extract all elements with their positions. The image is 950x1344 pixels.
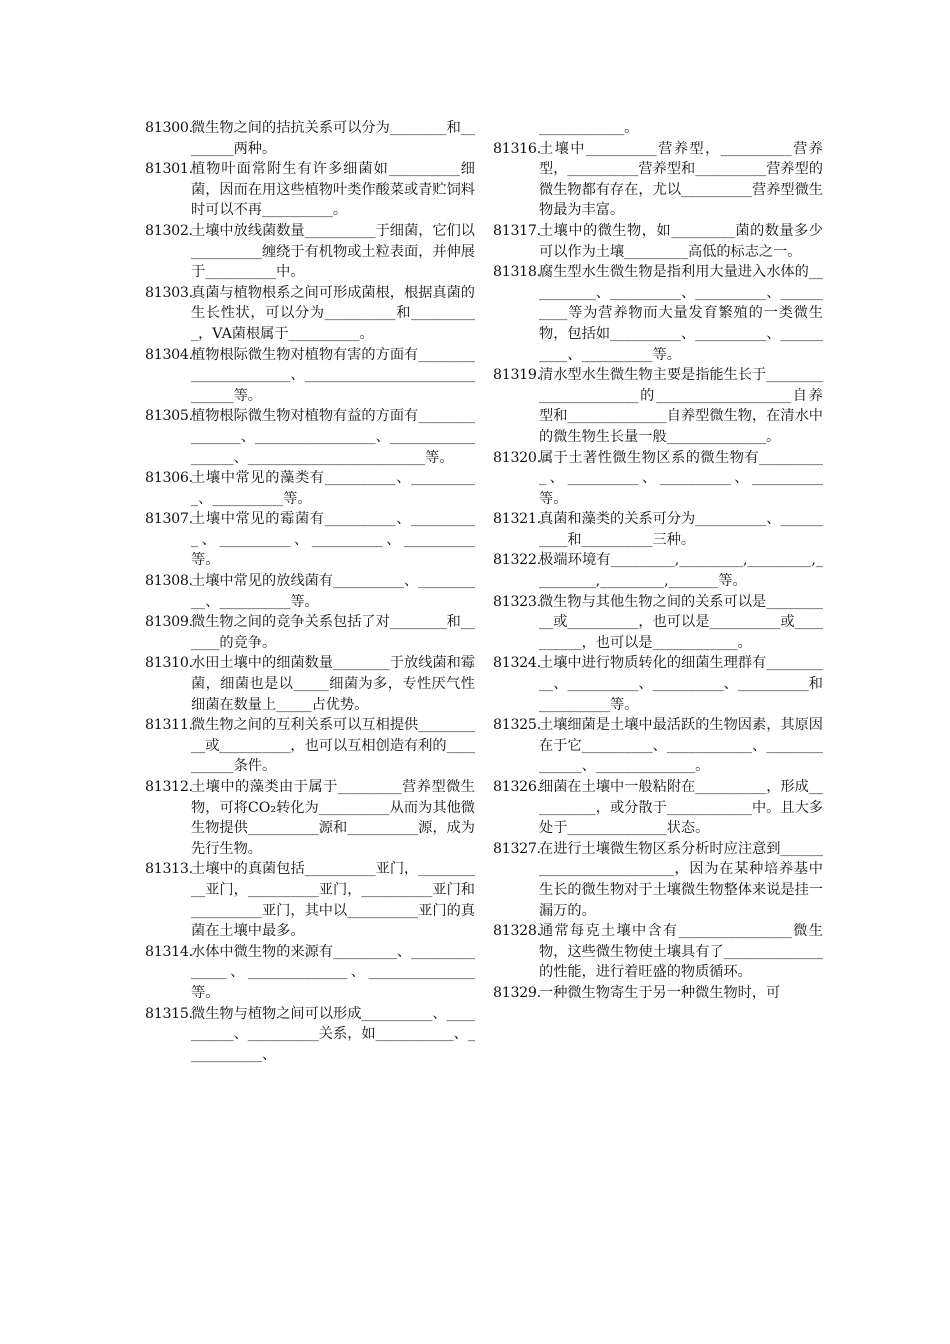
question-item — [493, 550, 823, 591]
question-item — [145, 406, 475, 468]
question-item — [493, 983, 823, 1004]
question-number: 81310. — [145, 655, 193, 672]
question-text: 植物叶面常附生有许多细菌如__________细菌，因而在用这些植物叶类作酸菜或青贮饲料时可以不再__________。 — [191, 161, 475, 219]
question-number: 81321. — [493, 511, 541, 528]
question-text: 土壤细菌是土壤中最活跃的生物因素，其原因在于它__________、____________、______________、______________。 — [539, 717, 823, 775]
question-item — [145, 345, 475, 407]
question-item — [493, 448, 823, 510]
question-item — [493, 715, 823, 777]
question-number: 81327. — [493, 840, 541, 857]
question-number: 81304. — [145, 346, 193, 363]
question-item — [145, 509, 475, 571]
question-item — [145, 859, 475, 941]
question-text: 土壤中的微生物，如_________菌的数量多少可以作为土壤_________高低的标志之一。 — [539, 222, 823, 260]
question-number: 81314. — [145, 943, 193, 960]
question-number: 81311. — [145, 717, 193, 734]
question-text: 真菌与植物根系之间可形成菌根，根据真菌的生长性状，可以分为__________和__________，VA菌根属于__________。 — [191, 284, 475, 342]
question-text: 土壤中常见的霉菌有__________、__________、__________、__________、__________等。 — [191, 511, 475, 569]
question-number: 81313. — [145, 861, 193, 878]
question-number: 81319. — [493, 367, 541, 384]
question-number: 81308. — [145, 573, 193, 590]
question-item — [493, 921, 823, 983]
question-text: 极端环境有_________,_________,_________,_________,_________,_______等。 — [539, 552, 823, 590]
question-item — [493, 509, 823, 550]
question-number: 81316. — [493, 140, 541, 157]
question-item — [145, 1004, 475, 1066]
question-text: 通常每克土壤中含有________________微生物，这些微生物使土壤具有了______________的性能，进行着旺盛的物质循环。 — [539, 923, 823, 981]
question-item — [493, 262, 823, 365]
question-number: 81320. — [493, 449, 541, 466]
question-number: 81300. — [145, 120, 193, 136]
question-number: 81318. — [493, 264, 541, 281]
question-number: 81323. — [493, 593, 541, 610]
question-item — [493, 221, 823, 262]
question-text: 属于土著性微生物区系的微生物有__________、__________、__________、__________等。 — [539, 449, 823, 507]
question-number: 81324. — [493, 655, 541, 672]
question-number: 81315. — [145, 1005, 193, 1022]
question-item — [493, 365, 823, 447]
question-item — [145, 468, 475, 509]
question-text: 土壤中的真菌包括__________亚门，__________亚门，__________亚门，__________亚门和__________亚门，其中以__________亚门的真菌在土壤中最多。 — [191, 861, 475, 940]
question-text: 土壤中常见的藻类有__________、__________、__________等。 — [191, 470, 475, 507]
question-number: 81312. — [145, 779, 193, 795]
question-item — [145, 612, 475, 653]
question-item — [145, 221, 475, 283]
question-text: 一种微生物寄生于另一种微生物时，可 — [539, 984, 781, 1001]
question-item — [493, 777, 823, 839]
question-item — [145, 571, 475, 612]
question-item — [493, 839, 823, 921]
question-number: 81303. — [145, 284, 193, 301]
question-number: 81307. — [145, 511, 193, 528]
question-item — [493, 653, 823, 715]
question-number: 81305. — [145, 408, 193, 425]
question-number: 81328. — [493, 923, 541, 940]
question-number: 81306. — [145, 470, 193, 487]
question-text: 土壤中进行物质转化的细菌生理群有__________、__________、__________、__________和__________等。 — [539, 655, 823, 713]
question-text: 植物根际微生物对植物有益的方面有_______________、_________________、__________________、_________________________等。 — [191, 408, 475, 466]
question-number: 81302. — [145, 222, 193, 239]
question-item — [145, 942, 475, 1004]
question-text: 在进行土壤微生物区系分析时应注意到_________________________，因为在某种培养基中生长的微生物对于土壤微生物整体来说是挂一漏万的。 — [539, 840, 823, 919]
question-text: 水体中微生物的来源有_________、______________、______________、_______________等。 — [191, 943, 475, 1001]
question-text: 清水型水生微生物主要是指能生长于______________________的___________________自养型和______________自养型微生物，在清水中的微生物生长量一般______________。 — [539, 367, 823, 445]
question-item — [493, 139, 823, 221]
question-number: 81309. — [145, 614, 193, 631]
question-item — [493, 592, 823, 654]
question-text: 土壤中放线菌数量__________于细菌，它们以__________缠绕于有机物或土粒表面，并伸展于__________中。 — [191, 222, 475, 281]
question-number: 81326. — [493, 779, 541, 795]
question-text: 细菌在土壤中一般粘附在__________，形成__________，或分散于____________中。且大多处于______________状态。 — [539, 779, 823, 837]
question-number: 81322. — [493, 552, 541, 569]
question-text: 真菌和藻类的关系可分为__________、__________和__________三种。 — [539, 511, 823, 548]
question-item — [145, 159, 475, 221]
question-number: 81329. — [493, 984, 541, 1001]
question-item — [145, 283, 475, 345]
right-column — [493, 118, 823, 1004]
question-number: 81317. — [493, 222, 541, 239]
question-item — [145, 715, 475, 777]
question-text: 土壤中的藻类由于属于_________营养型微生物，可将CO₂转化为__________从而为其他微生物提供__________源和__________源，成为先行生物。 — [191, 779, 475, 857]
question-item — [145, 118, 475, 159]
question-number: 81325. — [493, 717, 541, 734]
continued-text: ____________。 — [539, 120, 639, 136]
question-number: 81301. — [145, 161, 193, 178]
question-text: 微生物之间的拮抗关系可以分为________和________两种。 — [191, 120, 475, 157]
question-text: 植物根际微生物对植物有害的方面有______________________、______________________________等。 — [191, 346, 475, 404]
question-text: 微生物之间的互利关系可以互相提供__________或__________，也可以互相创造有利的__________条件。 — [191, 717, 475, 775]
question-text: 土壤中常见的放线菌有__________、__________、__________等。 — [191, 573, 475, 610]
question-item — [145, 653, 475, 715]
question-text: 土壤中__________营养型，__________营养型，__________营养型和__________营养型的微生物都有存在，尤以__________营养型微生物最为丰富。 — [539, 140, 823, 219]
left-column — [145, 118, 475, 1065]
question-item — [145, 777, 475, 859]
question-text: 水田土壤中的细菌数量________于放线菌和霉菌，细菌也是以_____细菌为多，专性厌气性细菌在数量上_____占优势。 — [191, 655, 475, 713]
question-text: 微生物与其他生物之间的关系可以是__________或__________，也可以是__________或__________，也可以是____________。 — [539, 593, 823, 651]
question-text: 微生物与植物之间可以形成__________、__________、__________关系，如___________、___________、 — [191, 1005, 475, 1063]
question-text: 微生物之间的竞争关系包括了对________和______的竞争。 — [191, 614, 475, 651]
question-text: 腐生型水生微生物是指利用大量进入水体的__________、__________、__________、__________等为营养物而大量发育繁殖的一类微生物，包括如__________、__________、__________、__________等。 — [539, 264, 823, 363]
